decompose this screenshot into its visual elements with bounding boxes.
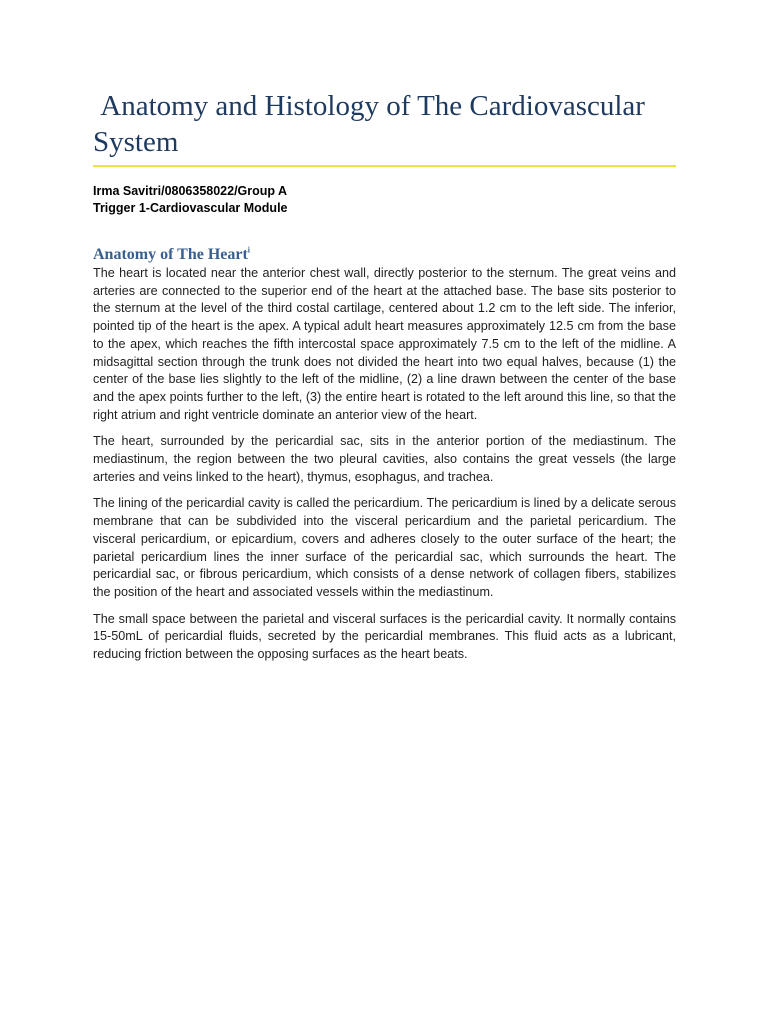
section-heading-text: Anatomy of The Heart [93,246,248,263]
title-block [93,88,676,160]
paragraph: The heart is located near the anterior chest wall, directly posterior to the sternum. The great veins and arteries are connected to the superior end of the heart at the attached base. The base sits posterior to the sternum at the level of the third costal cartilage, centered about 1.2 cm to the left side. The inferior, pointed tip of the heart is the apex. A typical adult heart measures approximately 12.5 cm from the base to the apex, which reaches the fifth intercostal space approximately 7.5 cm to the left of the midline. A midsagittal section through the trunk does not divided the heart into two equal halves, because (1) the center of the base lies slightly to the left of the midline, (2) a line drawn between the center of the base and the apex points further to the left, (3) the entire heart is rotated to the left around this line, so that the right atrium and right ventricle dominate an anterior view of the heart. [93,266,676,422]
paragraph: The lining of the pericardial cavity is called the pericardium. The pericardium is lined by a delicate serous membrane that can be subdivided into the visceral pericardium and the parietal pericardium. The visceral pericardium, or epicardium, covers and adheres closely to the outer surface of the heart; the parietal pericardium lines the inner surface of the pericardial sac, which surrounds the heart. The pericardial sac, or fibrous pericardium, which consists of a dense network of collagen fibers, stabilizes the position of the heart and associated vessels within the mediastinum. [93,496,676,599]
title-underline-rule [93,165,676,167]
heading-footnote-marker: i [247,245,251,255]
paragraph: The heart, surrounded by the pericardial sac, sits in the anterior portion of the mediastinum. The mediastinum, the region between the two pleural cavities, also contains the great vessels (the large arteries and veins linked to the heart), thymus, esophagus, and trachea. [93,434,676,484]
section-body [93,265,676,673]
module-line: Trigger 1-Cardiovascular Module [93,201,288,215]
author-block [93,183,676,217]
section-heading [93,245,676,265]
author-line: Irma Savitri/0806358022/Group A [93,184,288,198]
paragraph: The small space between the parietal and visceral surfaces is the pericardial cavity. It normally contains 15-50mL of pericardial fluids, secreted by the pericardial membranes. This fluid acts as a lubricant, reducing friction between the opposing surfaces as the heart beats. [93,611,676,662]
document-title: Anatomy and Histology of The Cardiovascular System [93,90,653,158]
